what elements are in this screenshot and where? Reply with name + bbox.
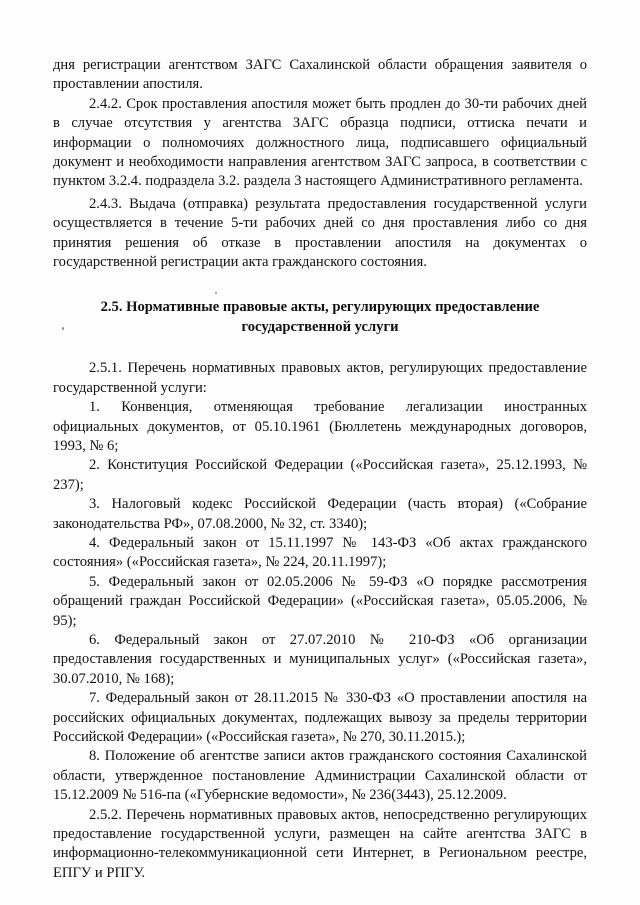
list-item: 1. Конвенция, отменяющая требование легализации иностранных официальных документов, от 05.10.1961 (Бюллетень международных договоров, 1993, № 6; [53, 399, 587, 454]
document-body [53, 56, 587, 883]
paragraph-2-4-2: 2.4.2. Срок проставления апостиля может быть продлен до 30-ти рабочих дней в случае отсутствия у агентства ЗАГС образца подписи, оттиска печати и информации о полномочиях должностного лица, подписавшего официальный документ и необходимости направления агентством ЗАГС запроса, в соответствии с пунктом 3.2.4. подраздела 3.2. раздела 3 настоящего Административного регламента. [53, 95, 587, 190]
list-item: 3. Налоговый кодекс Российской Федерации (часть вторая) («Собрание законодательства РФ», 07.08.2000, № 32, ст. 3340); [53, 496, 587, 532]
list-item: 5. Федеральный закон от 02.05.2006 № 59-ФЗ «О порядке рассмотрения обращений граждан Российской Федерации» («Российская газета», 05.05.2006, № 95); [53, 573, 587, 629]
list-item: 7. Федеральный закон от 28.11.2015 № 330-ФЗ «О проставлении апостиля на российских официальных документах, подлежащих вывозу за пределы территории Российской Федерации» («Российская газета», № 270, 30.11.2015.); [53, 690, 587, 745]
list-item: 4. Федеральный закон от 15.11.1997 № 143-ФЗ «Об актах гражданского состояния» («Российская газета», № 224, 20.11.1997); [53, 534, 587, 571]
paragraph-2-5-2: 2.5.2. Перечень нормативных правовых актов, непосредственно регулирующих предоставление государственной услуги, размещен на сайте агентства ЗАГС в информационно-телекоммуникационной сети Интернет, в Региональном реестре, ЕПГУ и РПГУ. [53, 806, 587, 881]
list-item: 8. Положение об агентстве записи актов гражданского состояния Сахалинской области, утвержденное постановление Администрации Сахалинской области от 15.12.2009 № 516-па («Губернские ведомости», № 236(3443), 25.12.2009. [53, 748, 587, 804]
paragraph-2-4-3: 2.4.3. Выдача (отправка) результата предоставления государственной услуги осуществляется в течение 5-ти рабочих дней со дня проставления либо со дня принятия решения об отказе в проставлении апостиля на документах о государственной регистрации акта гражданского состояния. [53, 195, 587, 271]
list-item: 2. Конституция Российской Федерации («Российская газета», 25.12.1993, № 237); [53, 457, 587, 493]
list-item: 6. Федеральный закон от 27.07.2010 № 210-ФЗ «Об организации предоставления государственных и муниципальных услуг» («Российская газета», 30.07.2010, № 168); [53, 631, 587, 687]
list-intro-2-5-1: 2.5.1. Перечень нормативных правовых актов, регулирующих предоставление государственной услуги: [53, 360, 587, 396]
paragraph-continuation: дня регистрации агентством ЗАГС Сахалинской области обращения заявителя о проставлении апостиля. [53, 57, 587, 93]
section-heading-2-5: 2.5. Нормативные правовые акты, регулирующих предоставление государственной услуги [100, 299, 540, 335]
